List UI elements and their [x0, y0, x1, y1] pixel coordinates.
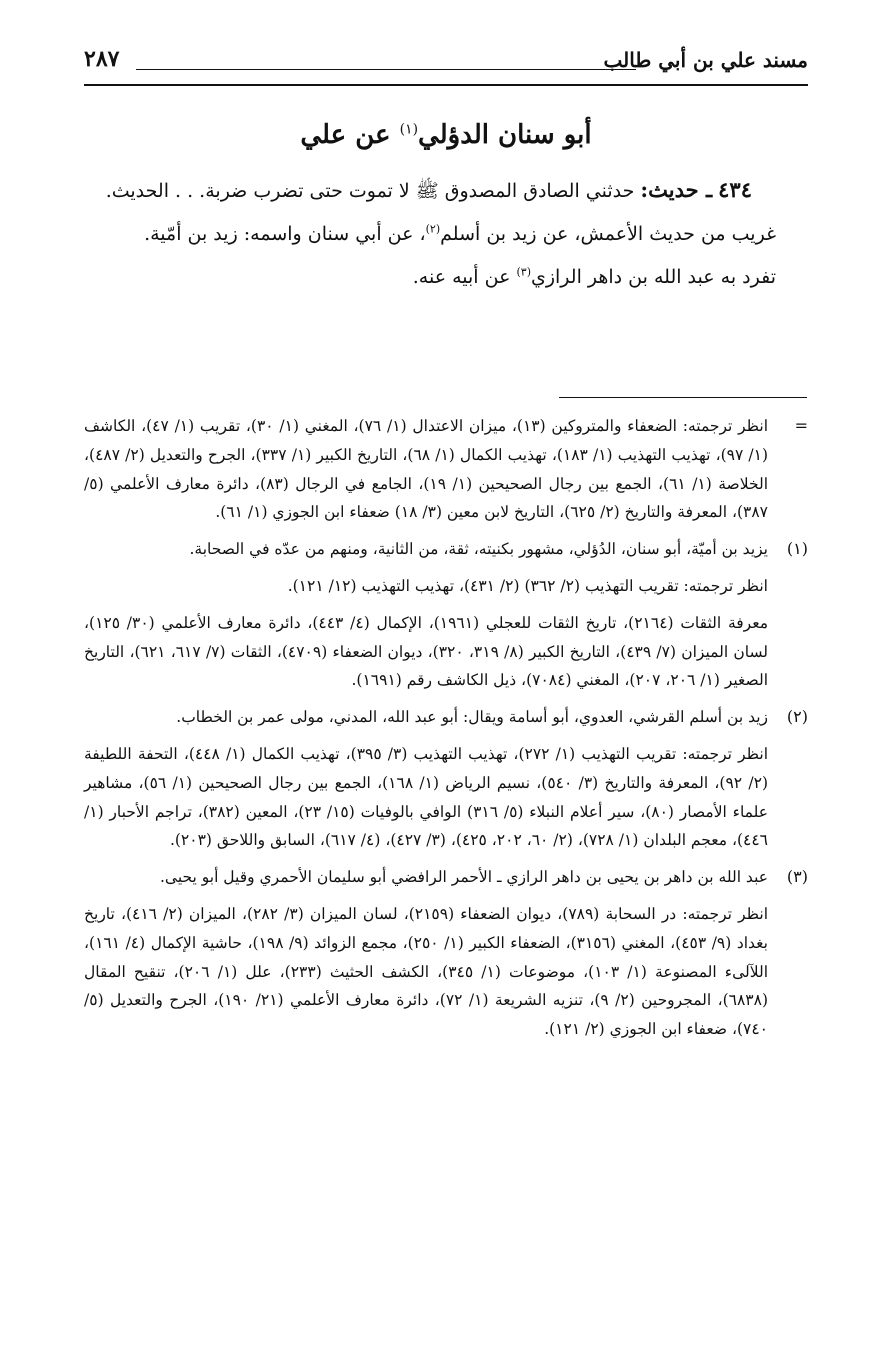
footnotes [84, 412, 808, 1044]
footnote-mark: (٣) [786, 867, 808, 887]
running-title: مسند علي بن أبي طالب [603, 48, 808, 72]
footnote-sources: انظر ترجمته: تقريب التهذيب (١/ ٢٧٢)، تهذيب التهذيب (٣/ ٣٩٥)، تهذيب الكمال (١/ ٤٤٨)، التحفة اللطيفة (٢/ ٩٢)، المعرفة والتاريخ (٣/ ٥٤٠)، نسيم الرياض (١/ ١٦٨)، الجمع بين رجال الصحيحين (١/ ٥٦)، مشاهير علماء الأمصار (٨٠)، سير أعلام النبلاء (٥/ ٣١٦) الوافي بالوفيات (١٥/ ٢٣)، المعين (٣٨٢)، تراجم الأحبار (١/ ٤٤٦)، معجم البلدان (١/ ٧٢٨)، (٢/ ٦٠، ٢٠٢، ٤٢٥)، (٣/ ٤٢٧)، (٤/ ٦١٧)، السابق واللاحق (٢٠٣). [84, 744, 769, 850]
footnote-ref-3: (٣) [516, 265, 531, 279]
narrator-text-before: تفرد به عبد الله بن داهر الرازي [530, 266, 776, 288]
footnote-text: زيد بن أسلم القرشي، العدوي، أبو أسامة ويقال: أبو عبد الله، المدني، مولى عمر بن الخطاب. [176, 708, 768, 727]
page-number: ٢٨٧ [84, 46, 120, 72]
hadith-paragraph [84, 172, 808, 209]
narrator-text-after: عن أبيه عنه. [412, 266, 517, 288]
chapter-title [84, 120, 808, 150]
hadith-number: ٤٣٤ [718, 177, 752, 202]
hadith-text: حدثني الصادق المصدوق ﷺ لا تموت حتى تضرب ضربة. . . الحديث. [105, 180, 635, 202]
footnote-text: عبد الله بن داهر بن يحيى بن داهر الرازي ـ الأحمر الرافضي أبو سليمان الأحمري وقيل أبو يحيى. [159, 868, 768, 887]
footnote-mark: (٢) [786, 707, 808, 727]
header-rule [84, 84, 808, 86]
chain-text-after: ، عن أبي سنان واسمه: زيد بن أمّية. [144, 223, 426, 245]
chapter-title-text: أبو سنان الدؤلي [418, 120, 592, 150]
footnote-mark: (١) [786, 539, 808, 559]
hadith-label: ـ حديث: [640, 177, 713, 202]
footnote-text: انظر ترجمته: الضعفاء والمتروكين (١٣)، ميزان الاعتدال (١/ ٧٦)، المغني (١/ ٣٠)، تقريب (١/ ٤٧)، الكاشف (١/ ٩٧)، تهذيب التهذيب (١/ ١٨٣)، تهذيب الكمال (١/ ٦٨)، التاريخ الكبير (١/ ٣٣٧)، الجرح والتعديل (٢/ ٤٨٧)، الخلاصة (١/ ٦١)، الجمع بين رجال الصحيحين (١/ ١٩)، الجامع في الرجال (٨٣)، دائرة معارف الأعلمي (٥/ ٣٨٧)، المعرفة والتاريخ (٢/ ٦٢٥)، التاريخ لابن معين (٣/ ١٨) ضعفاء ابن الجوزي (١/ ٦١). [84, 417, 769, 522]
footnote-3 [84, 863, 808, 1044]
main-text [84, 172, 808, 295]
footnote-separator [559, 397, 807, 398]
chain-text-before: غريب من حديث الأعمش، عن زيد بن أسلم [440, 223, 776, 245]
footnote-1 [84, 535, 808, 695]
footnote-sources: انظر ترجمته: تقريب التهذيب (٢/ ٣٦٢) (٢/ ٤٣١)، تهذيب التهذيب (١٢/ ١٢١). [287, 576, 768, 595]
footnote-sources: انظر ترجمته: در السحابة (٧٨٩)، ديوان الضعفاء (٢١٥٩)، لسان الميزان (٣/ ٢٨٢)، الميزان (٢/ ٤١٦)، تاريخ بغداد (٩/ ٤٥٣)، المغني (٣١٥٦)، الضعفاء الكبير (١/ ٢٥٠)، مجمع الزوائد (٩/ ١٩٨)، حاشية الإكمال (٤/ ١٦١)، اللآلىء المصنوعة (١/ ١٠٣)، موضوعات (١/ ٣٤٥)، الكشف الحثيث (٢٣٣)، علل (١/ ٢٠٦)، تنقيح المقال (٦٨٣٨)، المجروحين (٢/ ٩)، تنزيه الشريعة (١/ ٧٢)، دائرة معارف الأعلمي (٢١/ ١٩٠)، الجرح والتعديل (٥/ ٧٤٠)، ضعفاء ابن الجوزي (٢/ ١٢١). [84, 904, 769, 1039]
running-header [84, 42, 808, 88]
chain-paragraph [84, 217, 808, 252]
footnote-text: يزيد بن أميّة، أبو سنان، الدُؤلي، مشهور بكنيته، ثقة، من الثانية، ومنهم من عدّه في الصحابة. [189, 540, 768, 559]
footnote-ref-1: (١) [399, 121, 419, 138]
narrator-paragraph [84, 260, 808, 295]
footnote-ref-2: (٢) [425, 222, 441, 236]
footnote-2 [84, 703, 808, 855]
continuation-mark: = [794, 416, 808, 435]
footnote-sources: معرفة الثقات (٢١٦٤)، تاريخ الثقات للعجلي (١٩٦١)، الإكمال (٤/ ٤٤٣)، دائرة معارف الأعلمي (٣٠/ ١٢٥)، لسان الميزان (٧/ ٤٣٩)، التاريخ الكبير (٨/ ٣١٩، ٣٢٠)، ديوان الضعفاء (٤٧٠٩)، الثقات (٧/ ٦١٧، ٦٢١)، التاريخ الصغير (١/ ٢٠٦، ٢٠٧)، المغني (٧٠٨٤)، ذيل الكاشف رقم (١٦٩١). [84, 613, 769, 690]
footnote-continued [84, 412, 808, 527]
header-dash-line [136, 69, 636, 70]
chapter-title-suffix: عن علي [300, 120, 391, 150]
